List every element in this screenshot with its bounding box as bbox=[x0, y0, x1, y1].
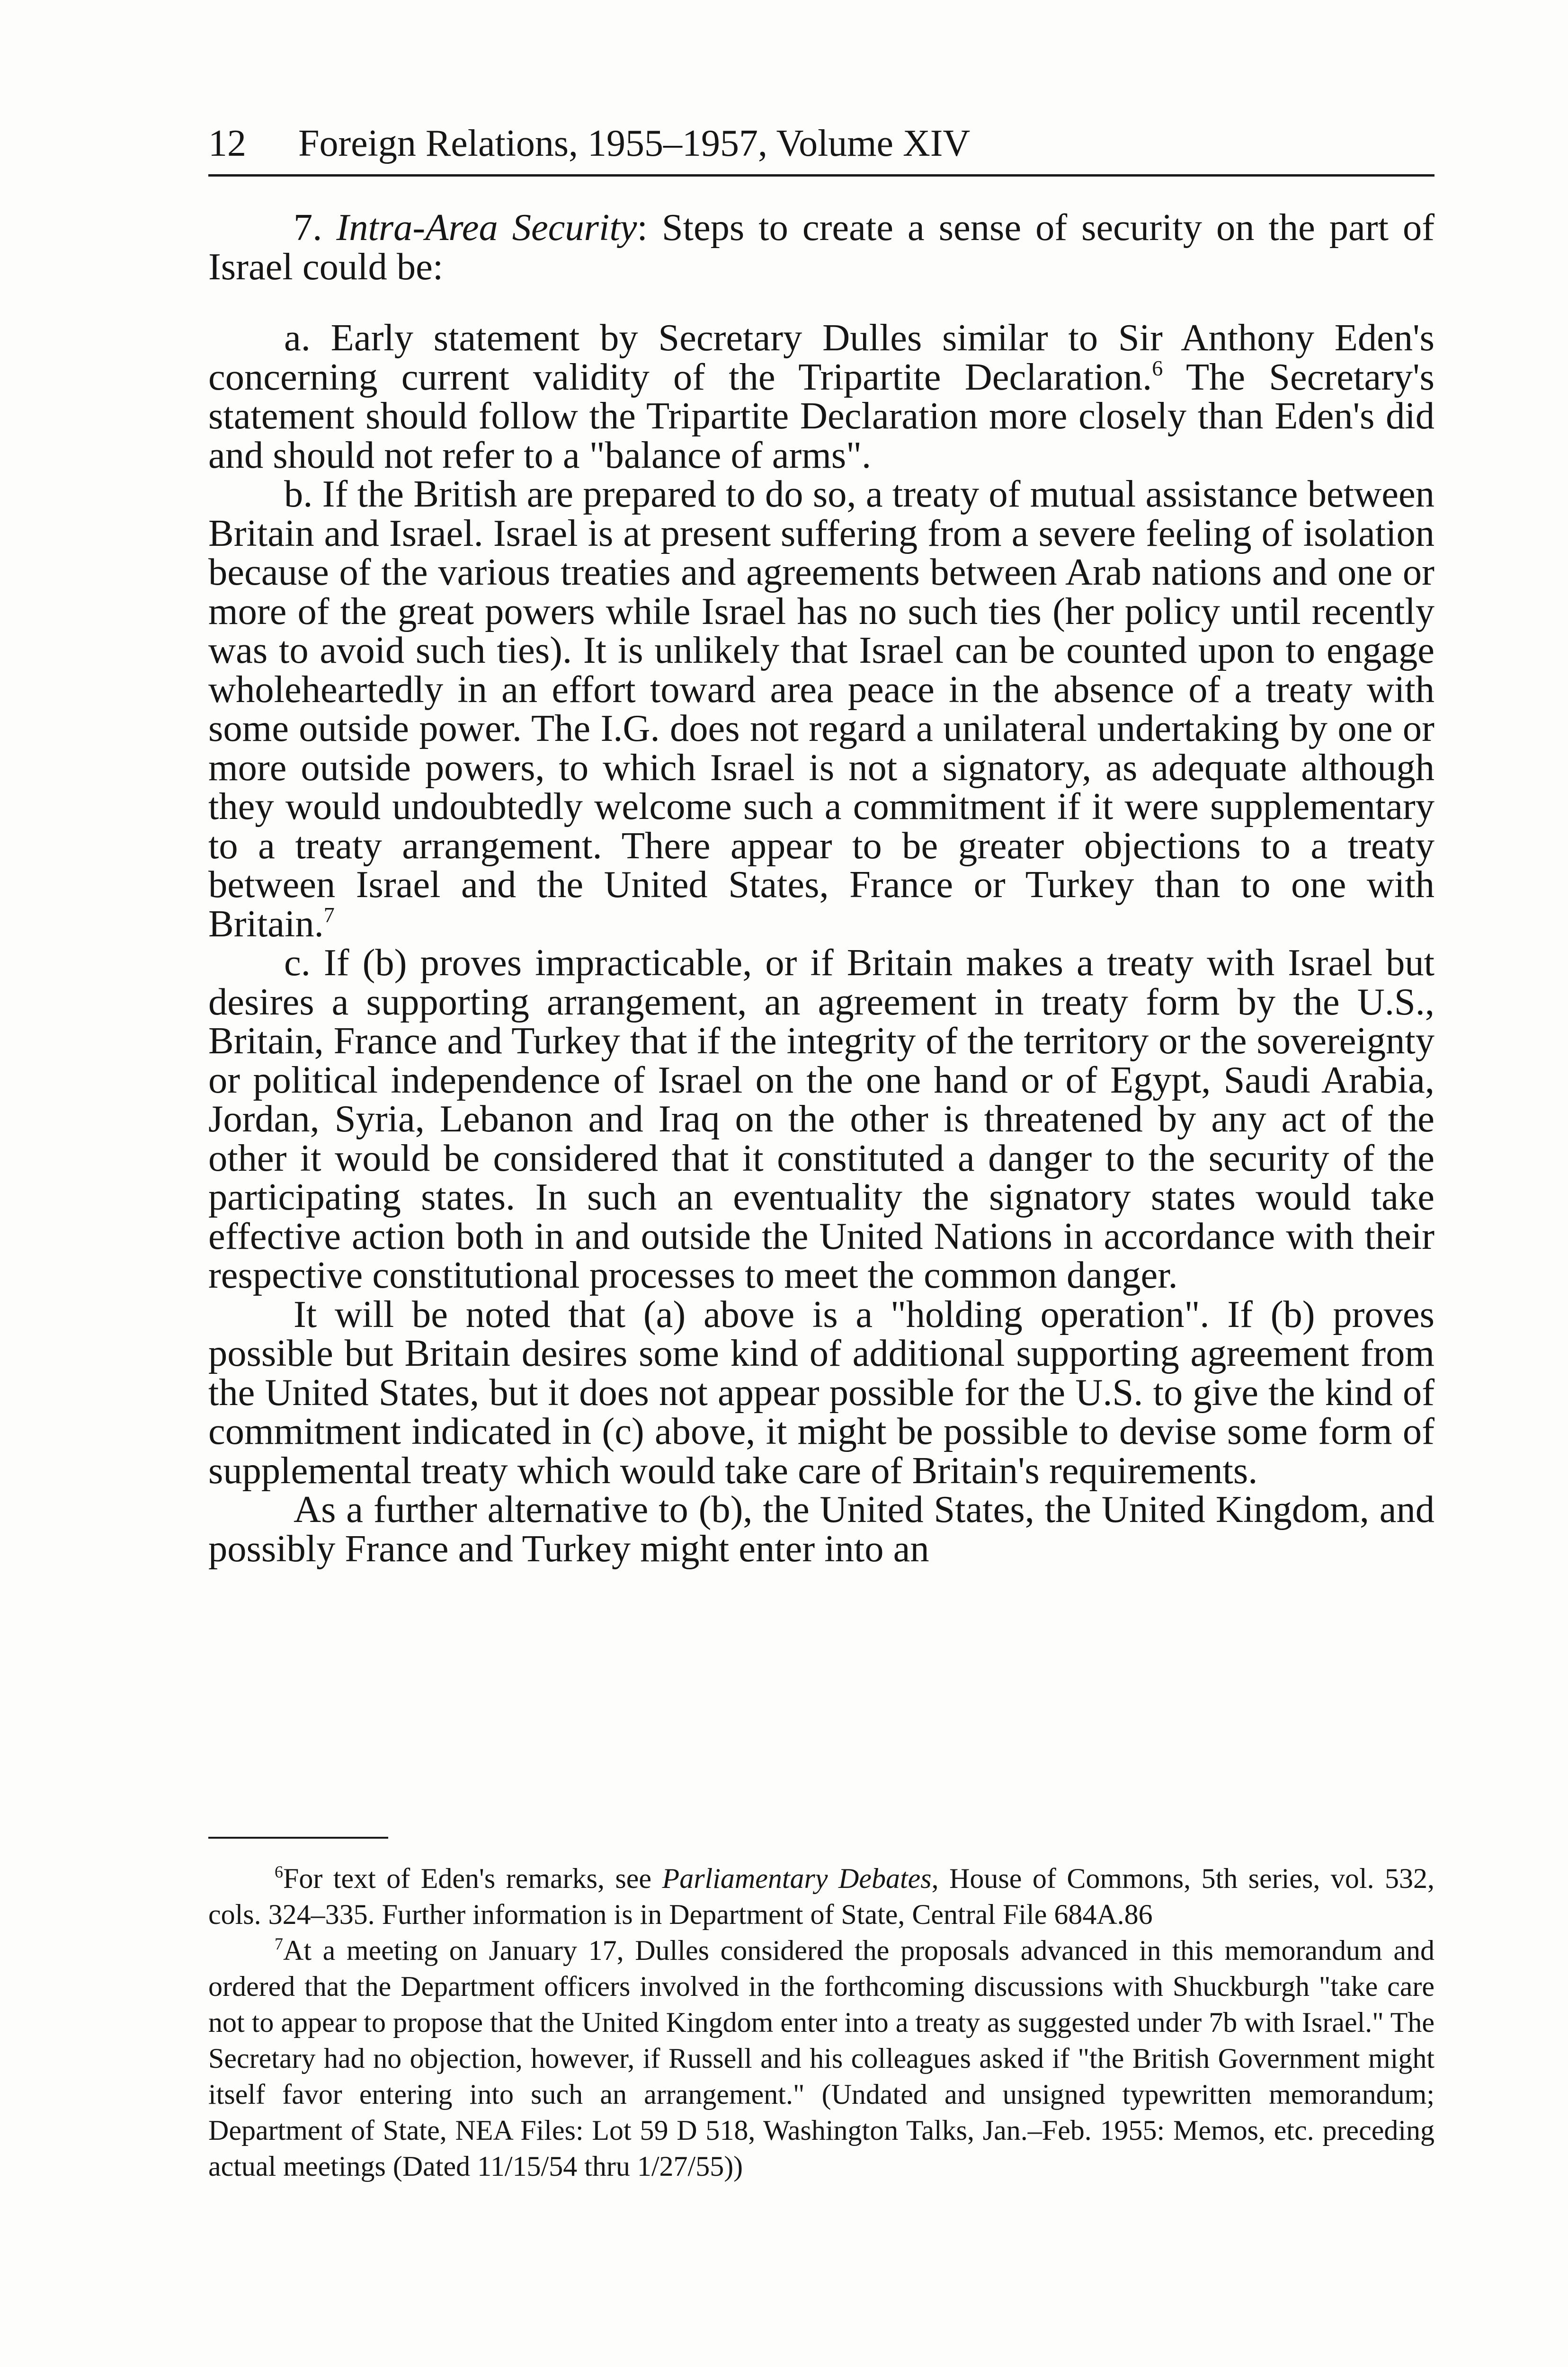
footnote-7 bbox=[208, 1932, 1434, 2184]
item-c-text: c. If (b) proves impracticable, or if Britain makes a treaty with Israel but desires a supporting arrangement, an agreement in treaty form by the U.S., Britain, France and Turkey that if the integrity of the territory or the sovereignty or political independence of Israel on the one hand or of Egypt, Saudi Arabia, Jordan, Syria, Lebanon and Iraq on the other is threatened by any act of the other it would be considered that it constituted a danger to the security of the participating states. In such an eventuality the signatory states would take effective action both in and outside the United Nations in accordance with their respective constitutional processes to meet the common danger. bbox=[208, 942, 1434, 1296]
footnote-divider bbox=[208, 1837, 388, 1839]
footnote-ref-7: 7 bbox=[323, 902, 335, 927]
section-intro: : Steps to create a sense of security on the part of Israel could be: bbox=[208, 206, 1435, 288]
paragraph-further-alternative: As a further alternative to (b), the United States, the United Kingdom, and possibly France and Turkey might enter into an bbox=[208, 1488, 1434, 1570]
footnote-7-text: At a meeting on January 17, Dulles considered the proposals advanced in this memorandum and ordered that the Department officers involved in the forthcoming discussions with Shuckburgh "take care not to appear to propose that the United Kingdom enter into a treaty as suggested under 7b with Israel." The Secretary had no objection, however, if Russell and his colleagues asked if "the British Government might itself favor entering into such an arrangement." (Undated and unsigned typewritten memorandum; Department of State, NEA Files: Lot 59 D 518, Washington Talks, Jan.–Feb. 1955: Memos, etc. preceding actual meetings (Dated 11/15/54 thru 1/27/55)) bbox=[208, 1935, 1434, 2182]
section-number: 7. bbox=[294, 206, 322, 249]
paragraph-holding-operation: It will be noted that (a) above is a "holding operation". If (b) proves possible but Britain desires some kind of additional supporting agreement from the United States, but it does not appear possible for the U.S. to give the kind of commitment indicated in (c) above, it might be possible to devise some form of supplemental treaty which would take care of Britain's requirements. bbox=[208, 1293, 1434, 1492]
footnote-6-rest: , House of Commons, 5th series, vol. 532, cols. 324–335. Further information is in Department of State, Central File 684A.86 bbox=[208, 1863, 1434, 1930]
running-title: Foreign Relations, 1955–1957, Volume XIV bbox=[298, 123, 971, 164]
footnote-7-number: 7 bbox=[275, 1934, 283, 1953]
footnote-6-number: 6 bbox=[275, 1862, 283, 1881]
item-a-text-continued: The Secretary's statement should follow the Tripartite Declaration more closely than Eden's did and should not refer to a "balance of arms". bbox=[208, 356, 1435, 476]
footnote-6-lead: For text of Eden's remarks, see bbox=[283, 1863, 662, 1894]
item-a-text: a. Early statement by Secretary Dulles similar to Sir Anthony Eden's concerning current validity of the Tripartite Declaration. bbox=[208, 317, 1434, 398]
item-c bbox=[208, 943, 1434, 1295]
item-a bbox=[208, 319, 1434, 475]
page-number: 12 bbox=[208, 123, 246, 164]
footnote-6-source: Parliamentary Debates bbox=[662, 1863, 932, 1894]
footnotes bbox=[208, 1860, 1434, 2184]
item-b bbox=[208, 475, 1434, 943]
item-b-text: b. If the British are prepared to do so, a treaty of mutual assistance between Britain and Israel. Israel is at present suffering from a severe feeling of isolation because of the various treaties and agreements between Arab nations and one or more of the great powers while Israel has no such ties (her policy until recently was to avoid such ties). It is unlikely that Israel can be counted upon to engage wholeheartedly in an effort toward area peace in the absence of a treaty with some outside power. The I.G. does not regard a unilateral undertaking by one or more outside powers, to which Israel is not a signatory, as adequate although they would undoubtedly welcome such a commitment if it were supplementary to a treaty arrangement. There appear to be greater objections to a treaty between Israel and the United States, France or Turkey than to one with Britain. bbox=[208, 473, 1434, 945]
footnote-6 bbox=[208, 1860, 1434, 1932]
footnote-ref-6: 6 bbox=[1152, 356, 1163, 380]
section-title: Intra-Area Security bbox=[336, 206, 637, 249]
section-7 bbox=[208, 208, 1434, 286]
running-header bbox=[208, 117, 1434, 177]
main-text bbox=[208, 208, 1434, 1568]
